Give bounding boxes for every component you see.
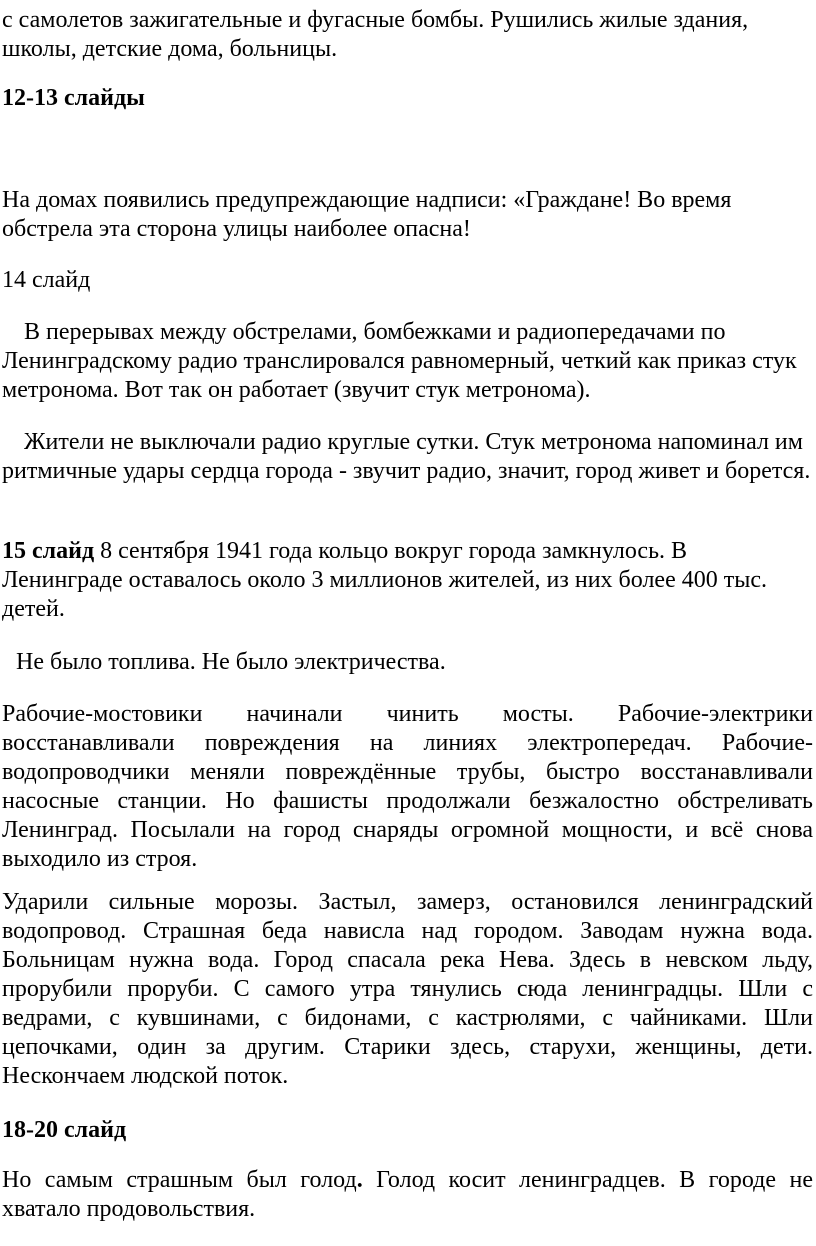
paragraph-frost: Ударили сильные морозы. Застыл, замерз, остановился ленинградский водопровод. Страшная беда нависла над городом. Заводам нужна вода. Больницам нужна вода. Город спасала река Нева. Здесь в невском льду, прорубили проруби. С самого утра тянулись сюда ленинградцы. Шли с ведрами, с кувшинами, с бидонами, с кастрюлями, с чайниками. Шли цепочками, один за другим. Старики здесь, старухи, женщины, дети. Нескончаем людской поток.: [2, 889, 813, 1089]
heading-slides-18-20: 18-20 слайд: [2, 1117, 127, 1143]
heading-slides-12-13: 12-13 слайды: [2, 85, 145, 111]
paragraph-bombs: с самолетов зажигательные и фугасные бомбы. Рушились жилые здания, школы, детские дома, больницы.: [2, 7, 749, 62]
hunger-bold-period: .: [356, 1167, 363, 1193]
paragraph-radio: Жители не выключали радио круглые сутки. Стук метронома напоминал им ритмичные удары сердца города - звучит радио, значит, город живет и борется.: [2, 429, 811, 484]
hunger-text-start: Но самым страшным был голод: [2, 1167, 357, 1193]
paragraph-no-fuel: Не было топлива. Не было электричества.: [16, 649, 446, 675]
paragraph-warning-signs: На домах появились предупреждающие надписи: «Граждане! Во время обстрела эта сторона улицы наиболее опасна!: [2, 187, 732, 242]
hunger-text-end: Голод косит ленинградцев. В городе не хватало продовольствия.: [2, 1167, 813, 1222]
paragraph-hunger: [2, 1166, 813, 1224]
paragraph-workers: Рабочие-мостовики начинали чинить мосты. Рабочие-электрики восстанавливали повреждения на линиях электропередач. Рабочие-водопроводчики меняли повреждённые трубы, быстро восстанавливали насосные станции. Но фашисты продолжали безжалостно обстреливать Ленинград. Посылали на город снаряды огромной мощности, и всё снова выходило из строя.: [2, 701, 813, 872]
slide-15-text: 8 сентября 1941 года кольцо вокруг города замкнулось. В Ленинграде оставалось около 3 миллионов жителей, из них более 400 тыс. детей.: [2, 538, 767, 622]
paragraph-slide-15: [2, 537, 813, 624]
slide-15-label: 15 слайд: [2, 538, 95, 564]
heading-slide-14: 14 слайд: [2, 267, 91, 293]
paragraph-metronome: В перерывах между обстрелами, бомбежками и радиопередачами по Ленинградскому радио транслировался равномерный, четкий как приказ стук метронома. Вот так он работает (звучит стук метронома).: [2, 319, 797, 403]
